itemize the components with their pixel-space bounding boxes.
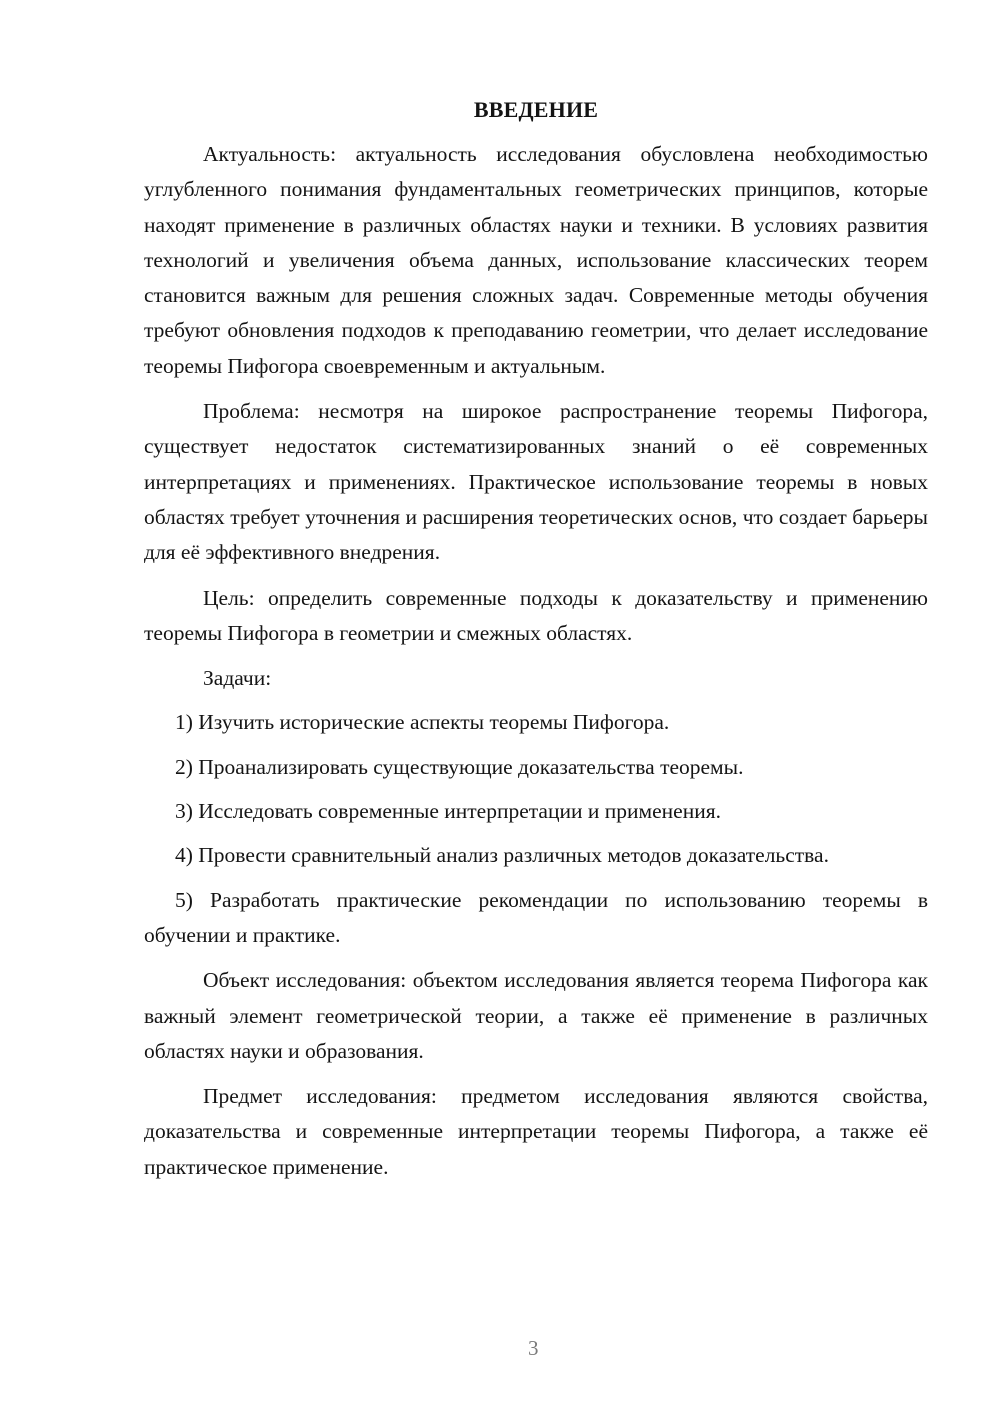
task-item-2: 2) Проанализировать существующие доказательства теоремы.: [175, 754, 744, 779]
task-item-3: 3) Исследовать современные интерпретации и применения.: [175, 799, 721, 824]
subject-paragraph: Предмет исследования: предметом исследования являются свойства, доказательства и современные интерпретации теоремы Пифогора, а также её практическое применение.: [144, 1084, 928, 1179]
task-item-1: 1) Изучить исторические аспекты теоремы Пифогора.: [175, 710, 670, 735]
relevance-paragraph: Актуальность: актуальность исследования обусловлена необходимостью углубленного понимания фундаментальных геометрических принципов, которые находят применение в различных областях науки и техники. В условиях развития технологий и увеличения объема данных, использование классических теорем становится важным для решения сложных задач. Современные методы обучения требуют обновления подходов к преподаванию геометрии, что делает исследование теоремы Пифогора своевременным и актуальным.: [144, 142, 928, 378]
tasks-heading: Задачи:: [203, 666, 272, 691]
object-paragraph: Объект исследования: объектом исследования является теорема Пифогора как важный элемент геометрической теории, а также её применение в различных областях науки и образования.: [144, 968, 928, 1063]
task-item-5: 5) Разработать практические рекомендации по использованию теоремы в обучении и практике.: [144, 887, 928, 947]
page-number: 3: [528, 1336, 539, 1360]
problem-paragraph: Проблема: несмотря на широкое распространение теоремы Пифогора, существует недостаток систематизированных знаний о её современных интерпретациях и применениях. Практическое использование теоремы в новых областях требует уточнения и расширения теоретических основ, что создает барьеры для её эффективного внедрения.: [144, 399, 928, 565]
section-title: ВВЕДЕНИЕ: [473, 97, 599, 122]
goal-paragraph: Цель: определить современные подходы к доказательству и применению теоремы Пифогора в геометрии и смежных областях.: [144, 585, 928, 645]
task-item-4: 4) Провести сравнительный анализ различных методов доказательства.: [175, 843, 829, 868]
page-content: [144, 93, 928, 1185]
